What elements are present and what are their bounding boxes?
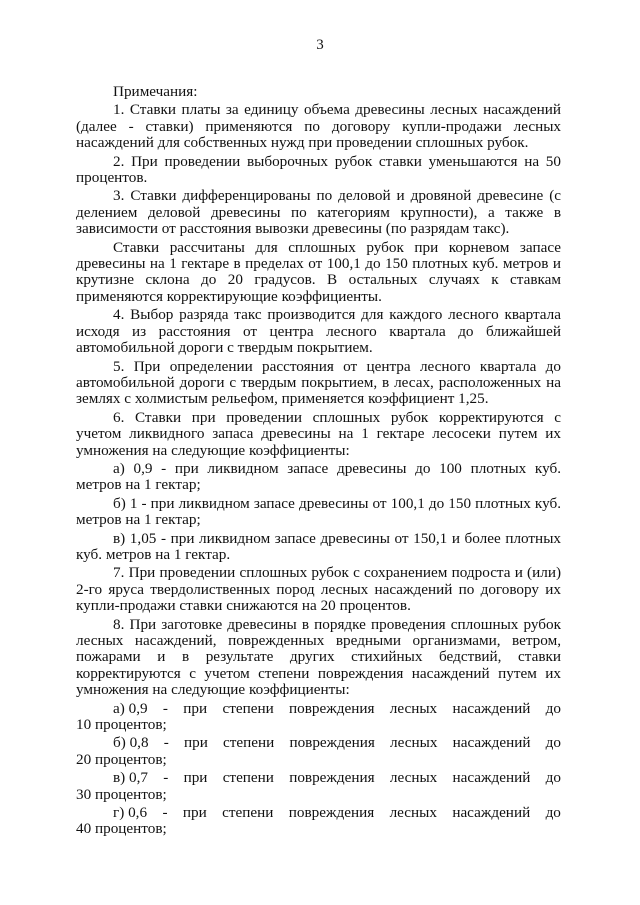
damage-word: степени [222, 699, 274, 717]
damage-coef: а) 0,9 [113, 699, 148, 717]
damage-item-line [113, 805, 561, 821]
damage-word: до [545, 769, 561, 787]
damage-coef: б) 0,8 [113, 734, 149, 752]
damage-word: повреждения [289, 769, 375, 787]
damage-item-tail: 20 процентов; [76, 750, 167, 768]
damage-word: при [183, 769, 208, 787]
damage-word: насаждений [452, 734, 531, 752]
paragraph-1: 1. Ставки платы за единицу объема древесины лесных насаждений (далее - ставки) применяются по договору купли-продажи лесных насаждений для собственных нужд при проведении сплошных рубок. [76, 101, 561, 152]
damage-word: повреждения [289, 699, 375, 717]
damage-word: до [545, 734, 561, 752]
damage-item-d [76, 805, 561, 838]
damage-word: при [183, 734, 208, 752]
damage-word: лесных [390, 734, 438, 752]
document-body [76, 84, 561, 840]
damage-coef: в) 0,7 [113, 769, 149, 787]
damage-word: - [162, 804, 168, 822]
damage-word: - [162, 699, 168, 717]
damage-item-tail: 30 процентов; [76, 785, 167, 803]
paragraph-8: 8. При заготовке древесины в порядке проведения сплошных рубок лесных насаждений, поврежденных вредными организмами, ветром, пожарами и в результате других стихийных бедствий, ставки корректируются с учетом степени повреждения насаждений путем их умножения на следующие коэффициенты: [76, 615, 561, 699]
damage-item-line [113, 735, 561, 751]
paragraph-6a: а) 0,9 - при ликвидном запасе древесины до 100 плотных куб. метров на 1 гектар; [76, 459, 561, 494]
damage-coef: г) 0,6 [113, 804, 148, 822]
damage-word: насаждений [452, 769, 531, 787]
damage-word: - [163, 769, 169, 787]
damage-word: до [545, 699, 561, 717]
damage-word: насаждений [452, 804, 531, 822]
damage-word: лесных [389, 699, 438, 717]
paragraph-6b: б) 1 - при ликвидном запасе древесины от 100,1 до 150 плотных куб. метров на 1 гектар; [76, 494, 561, 529]
damage-item-line [113, 701, 561, 717]
damage-word: при [182, 804, 207, 822]
damage-item-c [76, 770, 561, 803]
damage-word: повреждения [288, 804, 375, 822]
paragraph-3-rates: Ставки рассчитаны для сплошных рубок при корневом запасе древесины на 1 гектаре в пределах от 100,1 до 150 плотных куб. метров и крутизне склона до 20 градусов. В остальных случаях к ставкам применяются корректирующие коэффициенты. [76, 238, 561, 305]
damage-item-tail: 10 процентов; [76, 716, 167, 734]
notes-heading: Примечания: [113, 83, 198, 100]
page-number: 3 [316, 37, 324, 53]
damage-list [76, 701, 561, 838]
damage-word: степени [223, 734, 275, 752]
damage-word: лесных [389, 769, 438, 787]
paragraph-2: 2. При проведении выборочных рубок ставки уменьшаются на 50 процентов. [76, 152, 561, 187]
damage-item-tail: 40 процентов; [76, 820, 167, 838]
damage-word: насаждений [452, 699, 531, 717]
damage-word: степени [222, 804, 274, 822]
paragraph-7: 7. При проведении сплошных рубок с сохранением подроста и (или) 2-го яруса твердолиственных пород лесных насаждений по договору их купли-продажи ставки снижаются на 20 процентов. [76, 564, 561, 615]
damage-word: - [163, 734, 169, 752]
damage-item-a [76, 701, 561, 734]
damage-item-b [76, 735, 561, 768]
paragraph-4: 4. Выбор разряда такс производится для каждого лесного квартала исходя из расстояния от центра лесного квартала до ближайшей автомобильной дороги с твердым покрытием. [76, 306, 561, 357]
paragraph-5: 5. При определении расстояния от центра лесного квартала до автомобильной дороги с твердым покрытием, в лесах, расположенных на землях с холмистым рельефом, применяется коэффициент 1,25. [76, 357, 561, 408]
paragraph-3: 3. Ставки дифференцированы по деловой и дровяной древесине (с делением деловой древесины по категориям крупности), а также в зависимости от расстояния вывозки древесины (по разрядам такс). [76, 187, 561, 238]
damage-word: при [183, 699, 208, 717]
damage-word: повреждения [289, 734, 375, 752]
paragraph-6c: в) 1,05 - при ликвидном запасе древесины от 150,1 и более плотных куб. метров на 1 гектар. [76, 529, 561, 563]
damage-word: степени [222, 769, 274, 787]
damage-word: до [545, 804, 561, 822]
paragraph-6: 6. Ставки при проведении сплошных рубок корректируются с учетом ликвидного запаса древесины на 1 гектаре лесосеки путем их умножения на следующие коэффициенты: [76, 408, 561, 459]
damage-item-line [113, 770, 561, 786]
damage-word: лесных [389, 804, 437, 822]
